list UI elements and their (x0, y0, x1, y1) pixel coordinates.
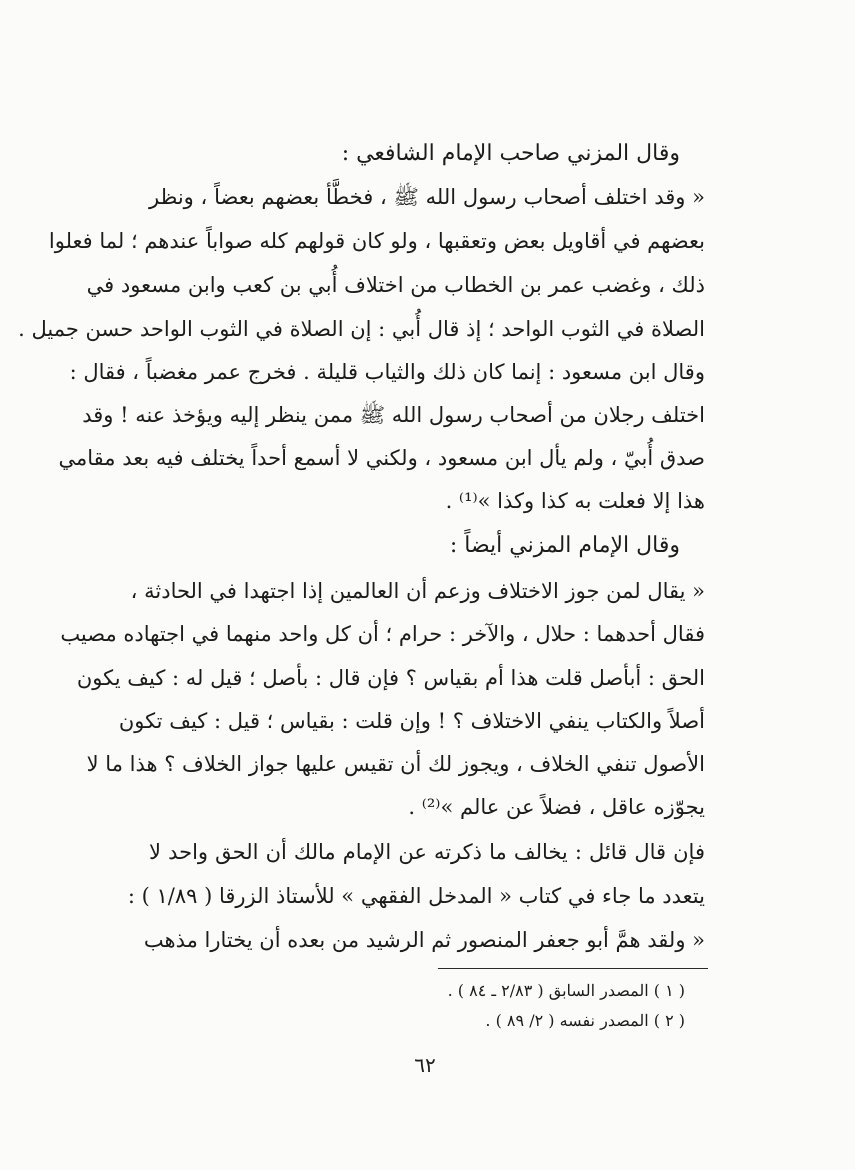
text-line: يجوّزه عاقل ، فضلاً عن عالم »⁽²⁾ . (408, 795, 705, 819)
text-line: الصلاة في الثوب الواحد ؛ إذ قال أُبي : إن الصلاة في الثوب الواحد حسن جميل . (18, 317, 705, 341)
section-heading: وقال المزني صاحب الإمام الشافعي : (341, 141, 680, 166)
section-heading: وقال الإمام المزني أيضاً : (449, 533, 680, 558)
footnote: ( ١ ) المصدر السابق ( ٢/٨٣ ـ ٨٤ ) . (447, 981, 685, 1000)
text-line: الأصول تنفي الخلاف ، ويجوز لك أن تقيس عليها جواز الخلاف ؟ هذا ما لا (86, 752, 705, 776)
text-line: أصلاً والكتاب ينفي الاختلاف ؟ ! وإن قلت : بقياس ؛ قيل : كيف تكون (118, 709, 705, 733)
text-line: فقال أحدهما : حلال ، والآخر : حرام ؛ أن كل واحد منهما في اجتهاده مصيب (60, 622, 705, 646)
text-line: « وقد اختلف أصحاب رسول الله ﷺ ، فخطَّأ بعضهم بعضاً ، ونظر (149, 185, 705, 209)
text-line: يتعدد ما جاء في كتاب « المدخل الفقهي » للأستاذ الزرقا ( ١/٨٩ ) : (127, 884, 705, 908)
text-line: ذلك ، وغضب عمر بن الخطاب من اختلاف أُبي بن كعب وابن مسعود في (86, 273, 705, 297)
text-line: « ولقد همَّ أبو جعفر المنصور ثم الرشيد من بعده أن يختارا مذهب (143, 928, 705, 952)
text-line: وقال ابن مسعود : إنما كان ذلك والثياب قليلة . فخرج عمر مغضباً ، فقال : (69, 360, 705, 384)
footnote: ( ٢ ) المصدر نفسه ( ٢/ ٨٩ ) . (485, 1011, 685, 1030)
text-line: بعضهم في أقاويل بعض وتعقبها ، ولو كان قولهم كله صواباً عندهم ؛ لما فعلوا (48, 229, 705, 253)
page-number: ٦٢ (414, 1053, 436, 1077)
footnote-divider (438, 968, 708, 969)
text-line: اختلف رجلان من أصحاب رسول الله ﷺ ممن ينظر إليه ويؤخذ عنه ! وقد (82, 403, 705, 427)
text-line: صدق أُبيّ ، ولم يأل ابن مسعود ، ولكني لا أسمع أحداً يختلف فيه بعد مقامي (58, 446, 705, 470)
text-line: فإن قال قائل : يخالف ما ذكرته عن الإمام مالك أن الحق واحد لا (149, 840, 705, 864)
text-line: الحق : أبأصل قلت هذا أم بقياس ؟ فإن قال : بأصل ؛ قيل له : كيف يكون (76, 666, 705, 690)
text-line: هذا إلا فعلت به كذا وكذا »⁽¹⁾ . (445, 489, 705, 513)
text-line: « يقال لمن جوز الاختلاف وزعم أن العالمين إذا اجتهدا في الحادثة ، (130, 579, 705, 603)
